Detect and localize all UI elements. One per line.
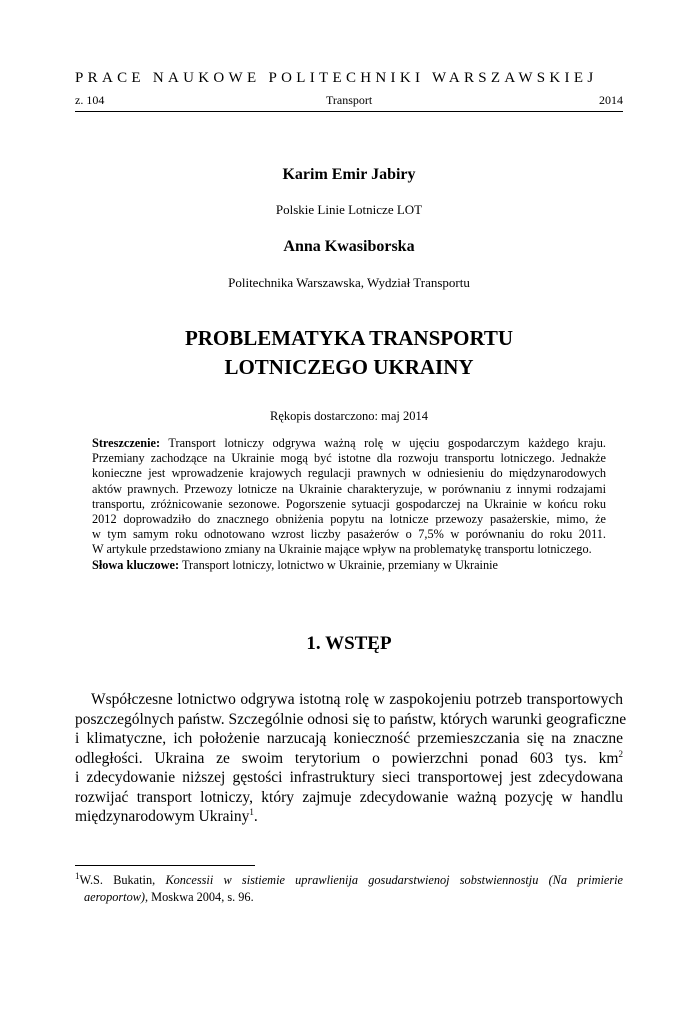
- keywords-line: [92, 558, 606, 573]
- abstract-line: 2012 doprowadziło do znacznego obniżenia popytu na lotnicze przewozy pasażerskie, mimo, że: [92, 511, 606, 526]
- footnote-line: $^1$W.S. Bukatin, Koncessii w sistiemie uprawlienija gosudarstwienoj sobstwiennostju (Na primierie: [75, 870, 623, 887]
- body-line: międzynarodowym Ukrainy$^1$.: [75, 806, 258, 825]
- footnote-ref[interactable]: 1: [249, 806, 254, 817]
- author-affiliation: Politechnika Warszawska, Wydział Transportu: [228, 275, 470, 290]
- title-line: LOTNICZEGO UKRAINY: [224, 355, 474, 379]
- author-name: Anna Kwasiborska: [283, 238, 415, 255]
- abstract-line: transportu, zróżnicowanie sezonowe. Pogorszenie sytuacji gospodarczej na Ukrainie w końcu roku: [92, 496, 606, 511]
- author-affiliation: Polskie Linie Lotnicze LOT: [275, 202, 423, 217]
- paper-title: [75, 324, 623, 382]
- footnote-line: aeroportow), Moskwa 2004, s. 96.: [84, 890, 254, 904]
- abstract-label: Streszczenie:: [92, 436, 161, 450]
- body-line: i zdecydowanie niższej gęstości infrastruktury sieci transportowej jest zdecydowana: [75, 769, 623, 786]
- body-line: poszczególnych państw. Szczególnie odnosi się to państw, których warunki geograficzne: [75, 710, 627, 728]
- footnote: [75, 872, 623, 906]
- abstract-line: W artykule przedstawiono zmiany na Ukrainie mające wpływ na problematykę transportu lotniczego.: [92, 542, 592, 557]
- series-name: Transport: [326, 93, 373, 107]
- superscript: 2: [618, 748, 623, 759]
- received-date: Rękopis dostarczono: maj 2014: [270, 409, 428, 423]
- keywords-label: Słowa kluczowe:: [92, 557, 180, 572]
- abstract-line: Streszczenie: Transport lotniczy odgrywa ważną rolę w ujęciu gospodarczym każdego kraju.: [92, 436, 606, 450]
- abstract-line: Przemiany zachodzące na Ukrainie mogą być istotne dla rozwoju transportu lotniczego. Jednakże: [92, 451, 606, 466]
- abstract-line: w tym samym roku odnotowano wzrost liczby pasażerów o 7,5% w porównaniu do roku 2011.: [92, 527, 606, 542]
- body-line: odległości. Ukraina ze swoim terytorium o powierzchni ponad 603 tys. $km^2$: [75, 748, 623, 767]
- footnote-mark: 1: [75, 870, 80, 881]
- footnote-rule: [75, 865, 255, 866]
- journal-title: PRACE NAUKOWE POLITECHNIKI WARSZAWSKIEJ: [75, 70, 598, 86]
- abstract-line: konieczne jest wprowadzenie krajowych regulacji prawnych w odniesieniu do międzynarodowych: [92, 466, 606, 481]
- section-heading: 1. WSTĘP: [306, 633, 392, 654]
- body-line: i klimatyczne, ich położenie narzucają konieczność przemieszczania się na znaczne: [75, 730, 623, 747]
- abstract: [92, 436, 606, 573]
- abstract-line: aktów prawnych. Przewozy lotnicze na Ukrainie charakteryzuje, w porównaniu z innymi rodzajami: [92, 481, 606, 496]
- section-body: [75, 690, 627, 827]
- issue-year: 2014: [599, 93, 623, 107]
- author-name: Karim Emir Jabiry: [282, 166, 416, 183]
- header-rule: [75, 111, 623, 112]
- footnote-title: Koncessii w sistiemie uprawlienija gosudarstwienoj sobstwiennostju (Na primierie: [165, 873, 623, 887]
- keywords: Transport lotniczy, lotnictwo w Ukrainie, przemiany w Ukrainie: [179, 557, 498, 572]
- body-line: Współczesne lotnictwo odgrywa istotną rolę w zaspokojeniu potrzeb transportowych: [91, 691, 623, 708]
- body-line: rozwijać transport lotniczy, który zajmuje zdecydowanie ważną pozycję w handlu: [75, 788, 623, 806]
- issue-number: z. 104: [75, 93, 105, 107]
- title-line: PROBLEMATYKA TRANSPORTU: [184, 326, 514, 350]
